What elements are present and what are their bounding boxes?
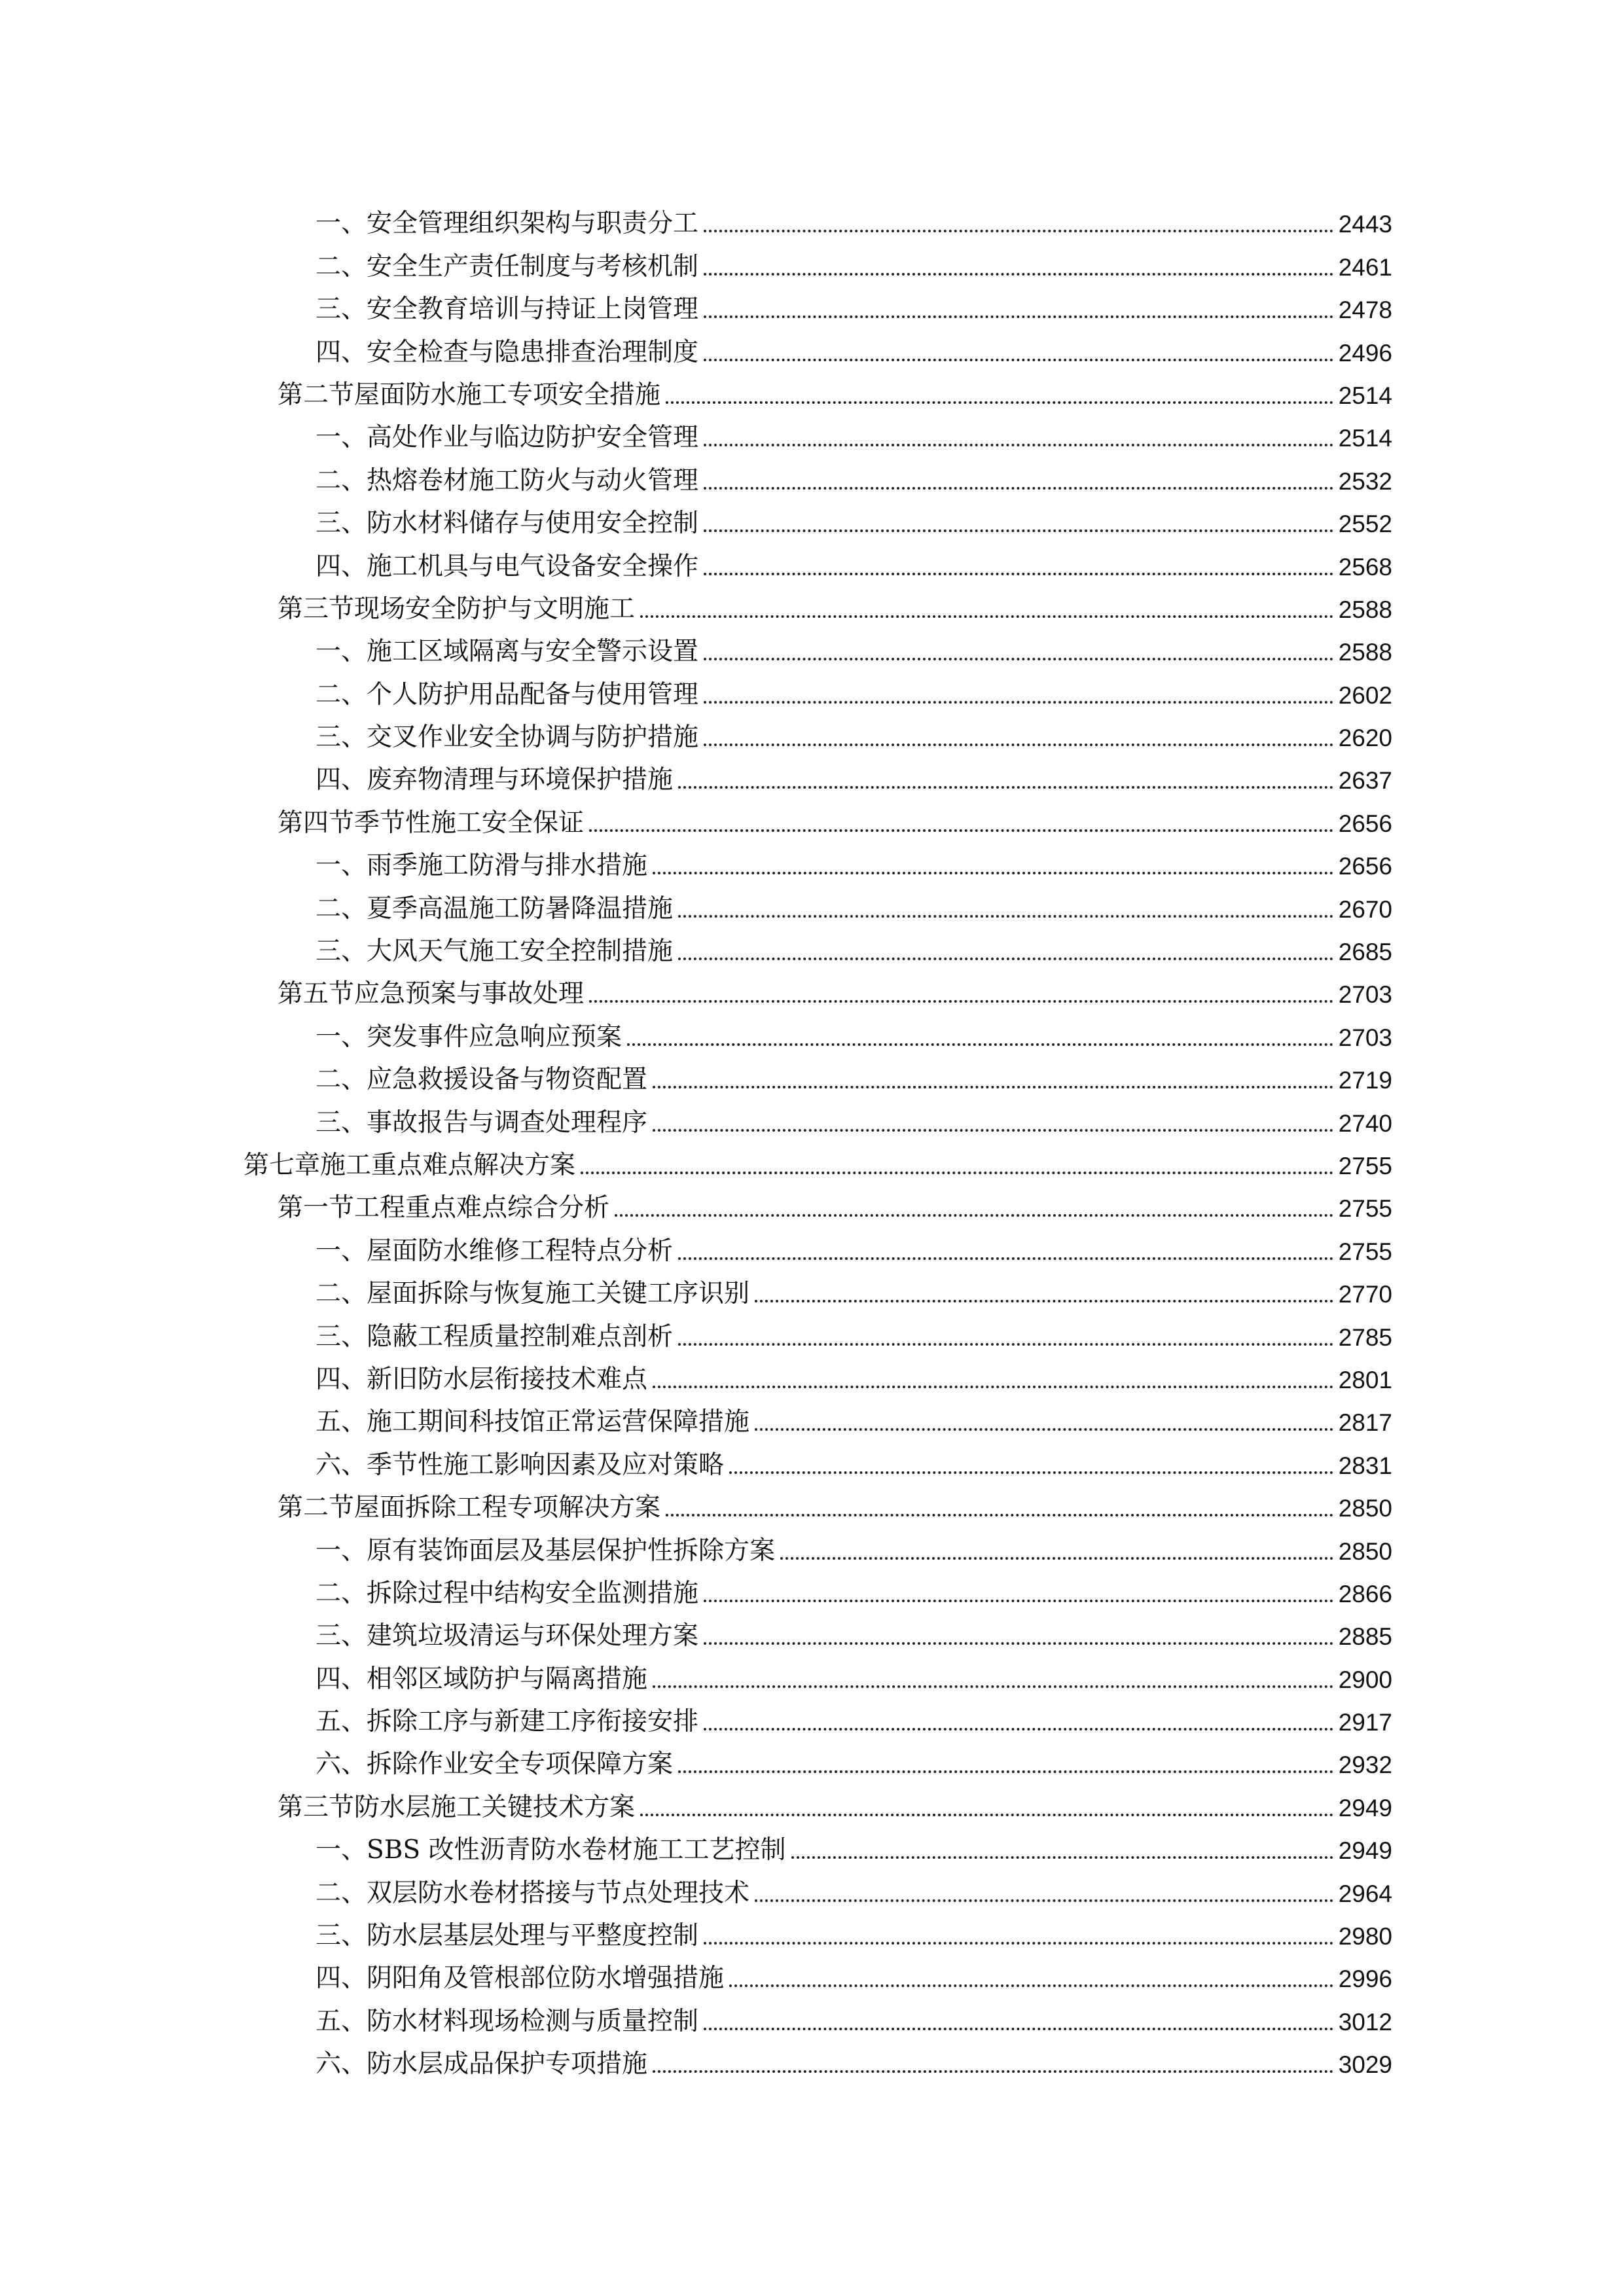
toc-page-number: 2478	[1338, 296, 1392, 324]
toc-entry-title: 一、安全管理组织架构与职责分工	[316, 209, 699, 239]
toc-dot-leader	[704, 315, 1333, 318]
toc-page-number: 2656	[1338, 853, 1392, 880]
toc-dot-leader	[704, 1600, 1333, 1602]
toc-page-number: 2514	[1338, 425, 1392, 452]
toc-page-number: 2552	[1338, 511, 1392, 538]
toc-page-number: 2602	[1338, 681, 1392, 709]
toc-dot-leader	[640, 1814, 1333, 1816]
toc-dot-leader	[704, 273, 1333, 276]
toc-subsection-entry[interactable]	[244, 842, 1392, 885]
toc-page-number: 2637	[1338, 767, 1392, 795]
toc-subsection-entry[interactable]	[244, 500, 1392, 543]
toc-subsection-entry[interactable]	[244, 414, 1392, 457]
toc-page-number: 2514	[1338, 382, 1392, 409]
toc-dot-leader	[653, 872, 1333, 874]
toc-page-number: 2785	[1338, 1323, 1392, 1351]
toc-dot-leader	[704, 359, 1333, 361]
toc-entry-title: 二、屋面拆除与恢复施工关键工序识别	[316, 1279, 750, 1309]
toc-entry-title: 一、雨季施工防滑与排水措施	[316, 851, 648, 881]
toc-entry-title: 一、原有装饰面层及基层保护性拆除方案	[316, 1535, 776, 1566]
toc-subsection-entry[interactable]	[244, 1356, 1392, 1399]
toc-page-number: 2980	[1338, 1923, 1392, 1950]
toc-entry-title: 五、施工期间科技馆正常运营保障措施	[316, 1407, 750, 1437]
toc-entry-title: 二、夏季高温施工防暑降温措施	[316, 893, 674, 924]
toc-subsection-entry[interactable]	[244, 200, 1392, 243]
toc-entry-title: 六、防水层成品保护专项措施	[316, 2049, 648, 2079]
toc-entry-title: 一、突发事件应急响应预案	[316, 1022, 623, 1052]
toc-page-number: 2755	[1338, 1195, 1392, 1223]
toc-dot-leader	[704, 744, 1333, 746]
toc-entry-title: 三、交叉作业安全协调与防护措施	[316, 723, 699, 753]
toc-dot-leader	[640, 615, 1333, 618]
toc-subsection-entry[interactable]	[244, 1099, 1392, 1141]
toc-page-number: 2949	[1338, 1794, 1392, 1821]
toc-entry-title: 五、防水材料现场检测与质量控制	[316, 2006, 699, 2036]
toc-page-number: 2964	[1338, 1880, 1392, 1907]
toc-entry-title: 三、隐蔽工程质量控制难点剖析	[316, 1321, 674, 1352]
toc-page-number: 2719	[1338, 1067, 1392, 1094]
toc-subsection-entry[interactable]	[244, 1570, 1392, 1613]
toc-page-number: 2740	[1338, 1109, 1392, 1137]
toc-section-entry[interactable]	[244, 1185, 1392, 1227]
toc-page-number: 2703	[1338, 981, 1392, 1009]
toc-dot-leader	[729, 1984, 1333, 1987]
toc-section-entry[interactable]	[244, 586, 1392, 628]
toc-section-entry[interactable]	[244, 799, 1392, 842]
toc-page-number: 2770	[1338, 1281, 1392, 1308]
toc-page-number: 2850	[1338, 1495, 1392, 1522]
toc-page-number: 2443	[1338, 211, 1392, 238]
toc-entry-title: 六、季节性施工影响因素及应对策略	[316, 1450, 725, 1480]
toc-subsection-entry[interactable]	[244, 1313, 1392, 1355]
toc-entry-title: 四、施工机具与电气设备安全操作	[316, 551, 699, 581]
toc-entry-title: 三、建筑垃圾清运与环保处理方案	[316, 1621, 699, 1651]
toc-page-number: 2588	[1338, 639, 1392, 666]
toc-entry-title: 四、新旧防水层衔接技术难点	[316, 1364, 648, 1394]
toc-entry-title: 第七章施工重点难点解决方案	[244, 1150, 576, 1180]
toc-dot-leader	[653, 2070, 1333, 2073]
toc-entry-title: 第一节工程重点难点综合分析	[278, 1193, 610, 1223]
toc-dot-leader	[704, 2028, 1333, 2030]
toc-subsection-entry[interactable]	[244, 671, 1392, 713]
toc-dot-leader	[791, 1856, 1333, 1859]
toc-page-number: 2703	[1338, 1024, 1392, 1051]
toc-dot-leader	[704, 573, 1333, 575]
toc-entry-title: 四、相邻区域防护与隔离措施	[316, 1664, 648, 1694]
toc-page-number: 2620	[1338, 725, 1392, 752]
toc-subsection-entry[interactable]	[244, 714, 1392, 757]
toc-entry-title: 三、大风天气施工安全控制措施	[316, 937, 674, 967]
toc-entry-title: 三、安全教育培训与持证上岗管理	[316, 295, 699, 325]
toc-dot-leader	[678, 1343, 1333, 1346]
toc-entry-title: 二、双层防水卷材搭接与节点处理技术	[316, 1878, 750, 1908]
toc-page-number: 2932	[1338, 1751, 1392, 1779]
toc-subsection-entry[interactable]	[244, 1869, 1392, 1912]
toc-dot-leader	[729, 1471, 1333, 1474]
toc-page-number: 2900	[1338, 1666, 1392, 1693]
toc-dot-leader	[678, 1770, 1333, 1773]
toc-dot-leader	[653, 1386, 1333, 1388]
toc-subsection-entry[interactable]	[244, 1998, 1392, 2040]
toc-entry-title: 第五节应急预案与事故处理	[278, 979, 585, 1009]
toc-subsection-entry[interactable]	[244, 2041, 1392, 2083]
toc-page-number: 2996	[1338, 1965, 1392, 1993]
toc-dot-leader	[755, 1428, 1333, 1431]
toc-dot-leader	[780, 1557, 1333, 1560]
toc-subsection-entry[interactable]	[244, 1955, 1392, 1998]
toc-subsection-entry[interactable]	[244, 1698, 1392, 1741]
toc-entry-title: 第三节防水层施工关键技术方案	[278, 1792, 636, 1822]
toc-dot-leader	[704, 1728, 1333, 1731]
toc-page-number: 2917	[1338, 1709, 1392, 1736]
toc-dot-leader	[653, 1685, 1333, 1688]
toc-entry-title: 三、防水层基层处理与平整度控制	[316, 1921, 699, 1951]
toc-subsection-entry[interactable]	[244, 1013, 1392, 1056]
toc-page-number: 2831	[1338, 1452, 1392, 1479]
toc-page-number: 2568	[1338, 553, 1392, 581]
toc-subsection-entry[interactable]	[244, 628, 1392, 671]
toc-subsection-entry[interactable]	[244, 1912, 1392, 1955]
toc-page-number: 2685	[1338, 939, 1392, 966]
toc-page-number: 2850	[1338, 1537, 1392, 1565]
toc-subsection-entry[interactable]	[244, 329, 1392, 371]
toc-section-entry[interactable]	[244, 971, 1392, 1013]
toc-subsection-entry[interactable]	[244, 1827, 1392, 1869]
toc-page-number: 2461	[1338, 253, 1392, 281]
toc-entry-title: 五、拆除工序与新建工序衔接安排	[316, 1707, 699, 1737]
toc-subsection-entry[interactable]	[244, 928, 1392, 971]
toc-entry-title: 一、施工区域隔离与安全警示设置	[316, 637, 699, 667]
toc-entry-title: 四、废弃物清理与环境保护措施	[316, 765, 674, 795]
toc-dot-leader	[755, 1899, 1333, 1902]
toc-dot-leader	[653, 1129, 1333, 1132]
toc-entry-title: 二、应急救援设备与物资配置	[316, 1065, 648, 1095]
toc-subsection-entry[interactable]	[244, 543, 1392, 585]
toc-page-number: 2866	[1338, 1580, 1392, 1607]
toc-page-number: 3012	[1338, 2008, 1392, 2036]
toc-subsection-entry[interactable]	[244, 286, 1392, 329]
toc-entry-title: 二、安全生产责任制度与考核机制	[316, 251, 699, 281]
toc-entry-title: 一、SBS 改性沥青防水卷材施工工艺控制	[316, 1835, 786, 1865]
toc-section-entry[interactable]	[244, 1784, 1392, 1826]
toc-subsection-entry[interactable]	[244, 1613, 1392, 1655]
toc-dot-leader	[704, 658, 1333, 660]
toc-page-number: 2755	[1338, 1152, 1392, 1179]
toc-entry-title: 三、防水材料储存与使用安全控制	[316, 509, 699, 539]
toc-page-number: 2949	[1338, 1837, 1392, 1865]
toc-subsection-entry[interactable]	[244, 885, 1392, 927]
toc-page-number: 2588	[1338, 596, 1392, 623]
toc-dot-leader	[704, 529, 1333, 532]
toc-section-entry[interactable]	[244, 1484, 1392, 1527]
toc-page-number: 2801	[1338, 1366, 1392, 1393]
toc-entry-title: 三、事故报告与调查处理程序	[316, 1107, 648, 1138]
toc-dot-leader	[666, 1514, 1333, 1516]
toc-dot-leader	[704, 444, 1333, 446]
toc-dot-leader	[704, 1642, 1333, 1645]
toc-page-number: 2532	[1338, 467, 1392, 495]
toc-dot-leader	[678, 958, 1333, 960]
toc-subsection-entry[interactable]	[244, 1527, 1392, 1570]
toc-entry-title: 四、阴阳角及管根部位防水增强措施	[316, 1964, 725, 1994]
toc-dot-leader	[589, 1000, 1333, 1003]
toc-entry-title: 第四节季节性施工安全保证	[278, 808, 585, 838]
toc-page-number: 2885	[1338, 1623, 1392, 1651]
toc-page-number: 3029	[1338, 2051, 1392, 2079]
toc-subsection-entry[interactable]	[244, 1270, 1392, 1313]
toc-page-number: 2496	[1338, 339, 1392, 367]
toc-dot-leader	[704, 1942, 1333, 1945]
toc-entry-title: 第二节屋面拆除工程专项解决方案	[278, 1493, 661, 1523]
toc-dot-leader	[755, 1300, 1333, 1302]
toc-subsection-entry[interactable]	[244, 243, 1392, 285]
toc-dot-leader	[589, 829, 1333, 832]
toc-subsection-entry[interactable]	[244, 1056, 1392, 1099]
toc-dot-leader	[627, 1043, 1333, 1046]
toc-section-entry[interactable]	[244, 372, 1392, 414]
toc-page-number: 2817	[1338, 1409, 1392, 1437]
toc-entry-title: 六、拆除作业安全专项保障方案	[316, 1749, 674, 1780]
toc-dot-leader	[666, 401, 1333, 404]
toc-entry-title: 一、屋面防水维修工程特点分析	[316, 1236, 674, 1266]
toc-subsection-entry[interactable]	[244, 1655, 1392, 1698]
toc-entry-title: 第三节现场安全防护与文明施工	[278, 594, 636, 624]
toc-entry-title: 二、拆除过程中结构安全监测措施	[316, 1578, 699, 1608]
toc-dot-leader	[678, 786, 1333, 789]
toc-chapter-entry[interactable]	[244, 1142, 1392, 1185]
toc-dot-leader	[704, 487, 1333, 490]
toc-subsection-entry[interactable]	[244, 757, 1392, 799]
toc-page-number: 2670	[1338, 895, 1392, 923]
toc-entry-title: 二、个人防护用品配备与使用管理	[316, 679, 699, 709]
toc-dot-leader	[704, 230, 1333, 232]
toc-subsection-entry[interactable]	[244, 1741, 1392, 1784]
toc-entry-title: 四、安全检查与隐患排查治理制度	[316, 337, 699, 367]
toc-dot-leader	[678, 1257, 1333, 1260]
toc-dot-leader	[678, 915, 1333, 918]
toc-page-number: 2755	[1338, 1238, 1392, 1265]
toc-entry-title: 第二节屋面防水施工专项安全措施	[278, 380, 661, 410]
toc-page-number: 2656	[1338, 810, 1392, 837]
table-of-contents	[244, 200, 1392, 2083]
toc-subsection-entry[interactable]	[244, 1227, 1392, 1270]
toc-entry-title: 一、高处作业与临边防护安全管理	[316, 423, 699, 453]
toc-entry-title: 二、热熔卷材施工防火与动火管理	[316, 465, 699, 495]
toc-dot-leader	[581, 1172, 1333, 1174]
toc-subsection-entry[interactable]	[244, 457, 1392, 499]
toc-dot-leader	[615, 1214, 1333, 1217]
toc-subsection-entry[interactable]	[244, 1441, 1392, 1484]
toc-dot-leader	[704, 701, 1333, 704]
toc-subsection-entry[interactable]	[244, 1399, 1392, 1441]
toc-dot-leader	[653, 1086, 1333, 1088]
